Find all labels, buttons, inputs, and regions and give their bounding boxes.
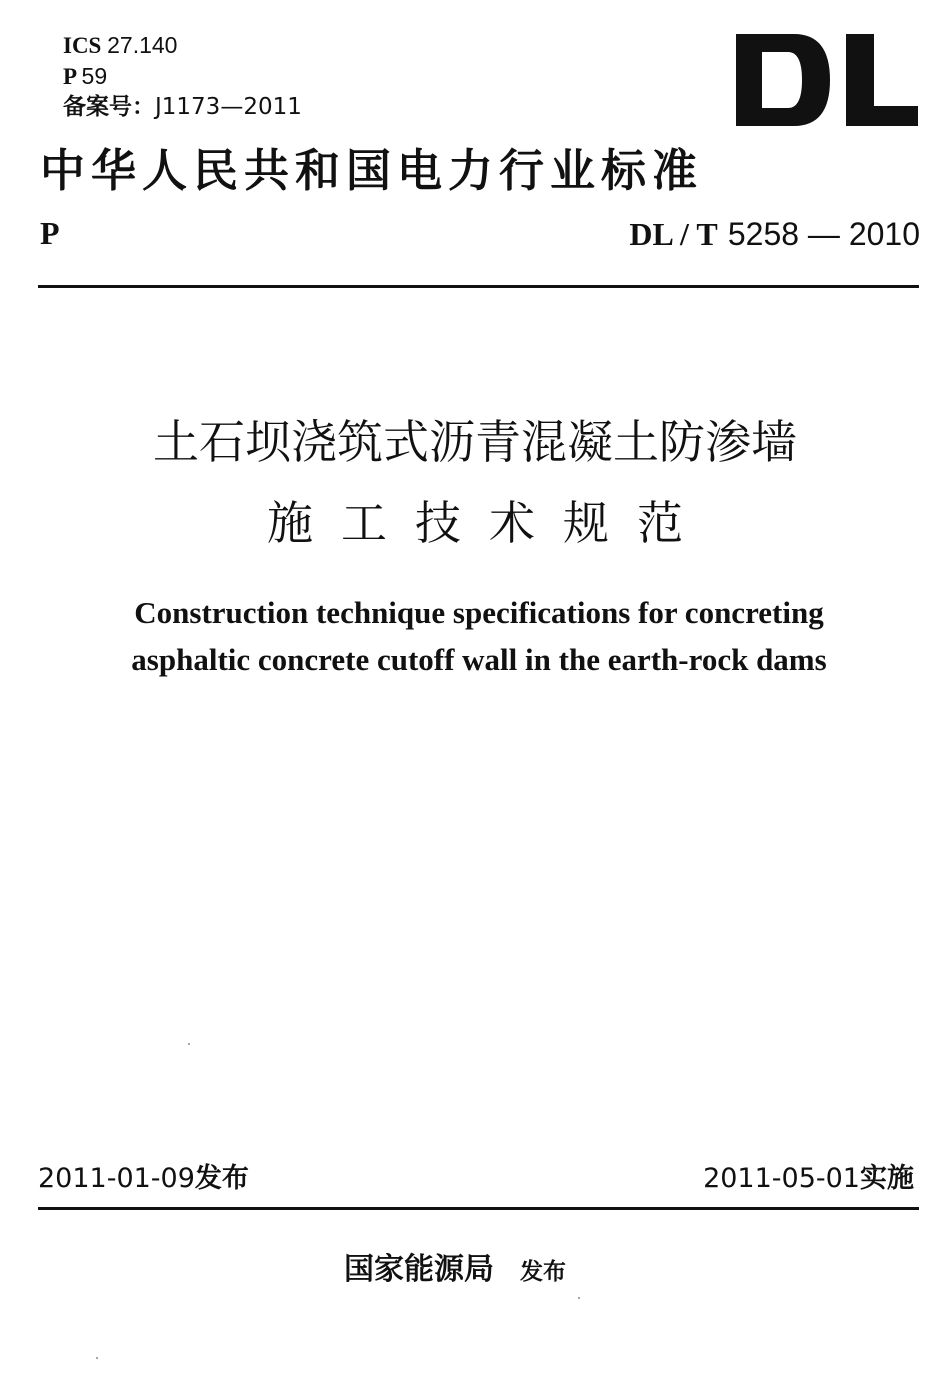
category-code: P	[40, 215, 60, 251]
ics-code	[63, 30, 302, 61]
ics-prefix: ICS	[63, 33, 102, 58]
issue-date	[38, 1156, 249, 1195]
english-title-line-1: Construction technique specifications for concreting	[134, 595, 824, 630]
record-value: J1173—2011	[155, 94, 302, 120]
record-number	[63, 92, 302, 122]
bottom-divider	[38, 1207, 919, 1210]
scan-speck	[96, 1357, 98, 1359]
ics-value: 27.140	[107, 32, 178, 58]
english-title-line-2: asphaltic concrete cutoff wall in the earth-rock dams	[131, 642, 827, 677]
standard-number	[629, 215, 920, 253]
issuer-action: 发布	[520, 1259, 566, 1285]
implementation-date	[703, 1156, 914, 1195]
top-divider	[38, 285, 919, 288]
issue-date-label: 发布	[194, 1163, 249, 1194]
classification-value: 59	[81, 63, 108, 89]
chinese-title-line-2: 施工技术规范	[267, 496, 711, 550]
issuer	[344, 1244, 566, 1288]
issue-date-value: 2011-01-09	[38, 1163, 195, 1194]
chinese-title-line-1: 土石坝浇筑式沥青混凝土防渗墙	[153, 415, 797, 469]
issuer-name: 国家能源局	[344, 1252, 494, 1287]
standard-type-title: 中华人民共和国电力行业标准	[40, 144, 704, 197]
implementation-date-value: 2011-05-01	[703, 1163, 860, 1194]
scan-speck	[578, 1297, 580, 1299]
record-label: 备案号：	[63, 94, 155, 120]
classification-code	[63, 61, 302, 92]
logo-letter-d	[736, 34, 830, 126]
standard-number-value: 5258 — 2010	[727, 216, 920, 252]
dl-logo	[732, 30, 922, 130]
logo-letter-l	[846, 34, 918, 126]
document-metadata	[63, 30, 302, 122]
scan-speck	[188, 1043, 190, 1045]
classification-prefix: P	[63, 64, 76, 89]
implementation-date-label: 实施	[860, 1163, 914, 1194]
standard-prefix: DL / T	[629, 216, 718, 252]
